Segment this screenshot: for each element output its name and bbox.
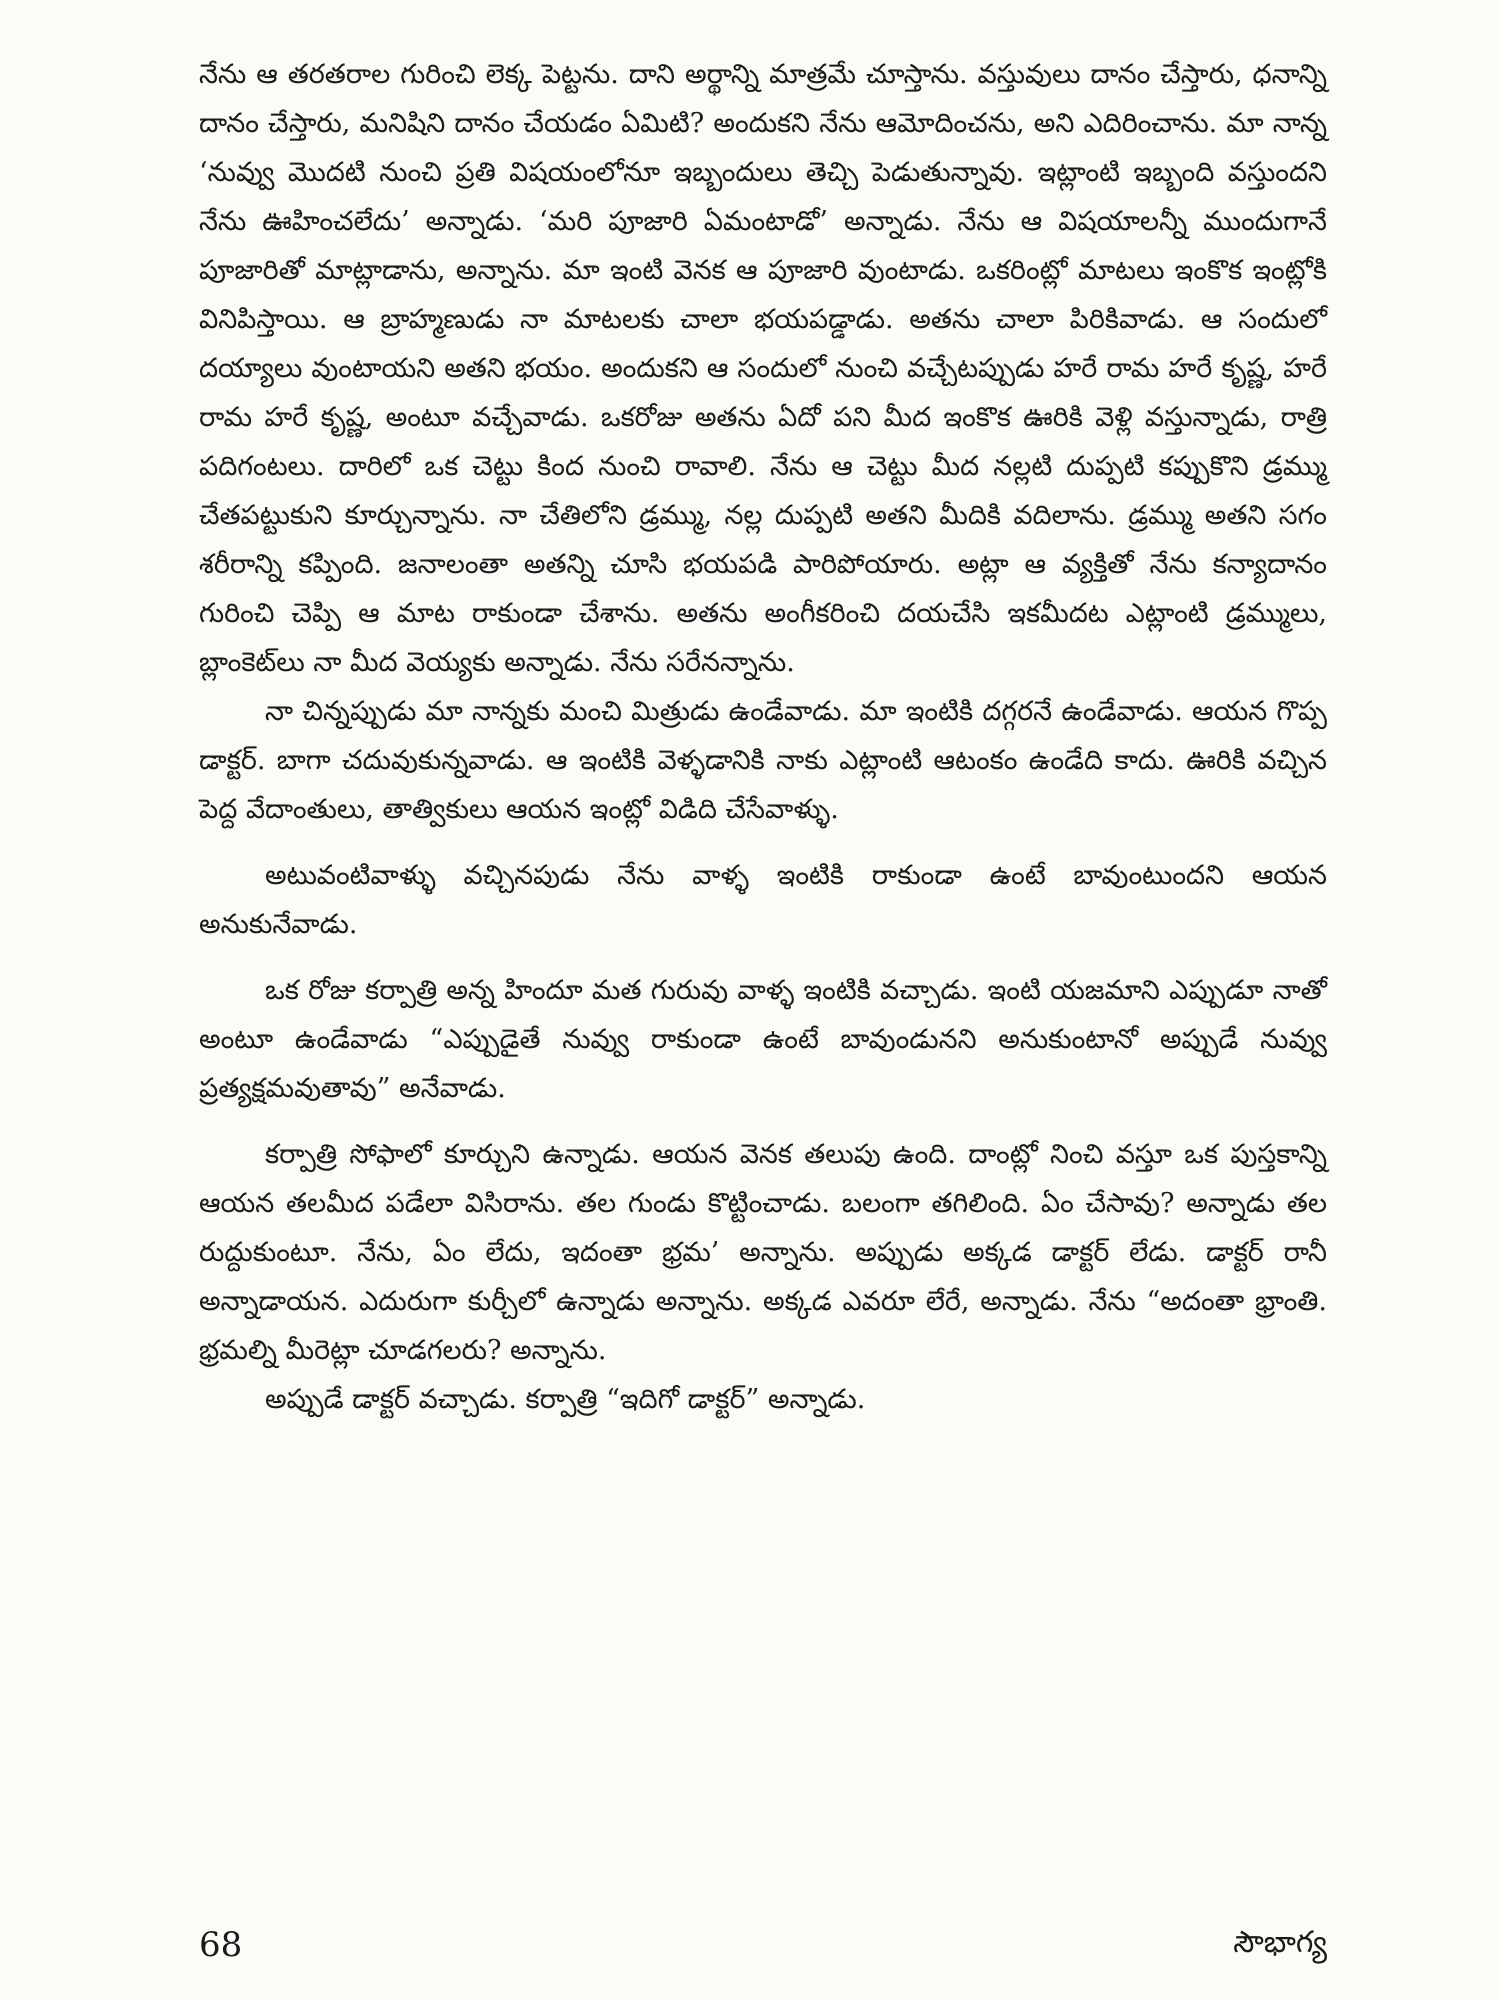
- paragraph: నా చిన్నప్పుడు మా నాన్నకు మంచి మిత్రుడు ఉండేవాడు. మా ఇంటికి దగ్గరనే ఉండేవాడు. ఆయన గొప్ప డాక్టర్. బాగా చదువుకున్నవాడు. ఆ ఇంటికి వెళ్ళడానికి నాకు ఎట్లాంటి ఆటంకం ఉండేది కాదు. ఊరికి వచ్చిన పెద్ద వేదాంతులు, తాత్వికులు ఆయన ఇంట్లో విడిది చేసేవాళ్ళు.: [199, 696, 1327, 825]
- page-number: 68: [199, 1925, 243, 1965]
- paragraph: అటువంటివాళ్ళు వచ్చినపుడు నేను వాళ్ళ ఇంటికి రాకుండా ఉంటే బావుంటుందని ఆయన అనుకునేవాడు.: [199, 860, 1327, 940]
- paragraph-gap: [199, 1113, 1327, 1130]
- running-footer-title: సౌభాగ్య: [1233, 1925, 1327, 1960]
- body-text: [199, 50, 1327, 1424]
- paragraph: అప్పుడే డాక్టర్ వచ్చాడు. కర్పాత్రి “ఇదిగో డాక్టర్” అన్నాడు.: [265, 1384, 866, 1415]
- paragraph: నేను ఆ తరతరాల గురించి లెక్క పెట్టను. దాని అర్థాన్ని మాత్రమే చూస్తాను. వస్తువులు దానం చేస్తారు, ధనాన్ని దానం చేస్తారు, మనిషిని దానం చేయడం ఏమిటి? అందుకని నేను ఆమోదించను, అని ఎదిరించాను. మా నాన్న ‘నువ్వు మొదటి నుంచి ప్రతి విషయంలోనూ ఇబ్బందులు తెచ్చి పెడుతున్నావు. ఇట్లాంటి ఇబ్బంది వస్తుందని నేను ఊహించలేదు’ అన్నాడు. ‘మరి పూజారి ఏమంటాడో’ అన్నాడు. నేను ఆ విషయాలన్నీ ముందుగానే పూజారితో మాట్లాడాను, అన్నాను. మా ఇంటి వెనక ఆ పూజారి వుంటాడు. ఒకరింట్లో మాటలు ఇంకొక ఇంట్లోకి వినిపిస్తాయి. ఆ బ్రాహ్మణుడు నా మాటలకు చాలా భయపడ్డాడు. అతను చాలా పిరికివాడు. ఆ సందులో దయ్యాలు వుంటాయని అతని భయం. అందుకని ఆ సందులో నుంచి వచ్చేటప్పుడు హరే రామ హరే కృష్ణ, హరే రామ హరే కృష్ణ, అంటూ వచ్చేవాడు. ఒకరోజు అతను ఏదో పని మీద ఇంకొక ఊరికి వెళ్లి వస్తున్నాడు, రాత్రి పదిగంటలు. దారిలో ఒక చెట్టు కింద నుంచి రావాలి. నేను ఆ చెట్టు మీద నల్లటి దుప్పటి కప్పుకొని డ్రమ్ము చేతపట్టుకుని కూర్చున్నాను. నా చేతిలోని డ్రమ్ము, నల్ల దుప్పటి అతని మీదికి వదిలాను. డ్రమ్ము అతని సగం శరీరాన్ని కప్పింది. జనాలంతా అతన్ని చూసి భయపడి పారిపోయారు. అట్లా ఆ వ్యక్తితో నేను కన్యాదానం గురించి చెప్పి ఆ మాట రాకుండా చేశాను. అతను అంగీకరించి దయచేసి ఇకమీదట ఎట్లాంటి డ్రమ్ములు, బ్లాంకెట్‌లు నా మీద వెయ్యకు అన్నాడు. నేను సరేనన్నాను.: [199, 59, 1327, 678]
- paragraph-gap: [199, 834, 1327, 851]
- paragraph-gap: [199, 949, 1327, 966]
- paragraph: కర్పాత్రి సోఫాలో కూర్చుని ఉన్నాడు. ఆయన వెనక తలుపు ఉంది. దాంట్లో నించి వస్తూ ఒక పుస్తకాన్ని ఆయన తలమీద పడేలా విసిరాను. తల గుండు కొట్టించాడు. బలంగా తగిలింది. ఏం చేసావు? అన్నాడు తల రుద్దుకుంటూ. నేను, ఏం లేదు, ఇదంతా భ్రమ’ అన్నాను. అప్పుడు అక్కడ డాక్టర్ లేడు. డాక్టర్ రానీ అన్నాడాయన. ఎదురుగా కుర్చీలో ఉన్నాడు అన్నాను. అక్కడ ఎవరూ లేరే, అన్నాడు. నేను “అదంతా భ్రాంతి. భ్రమల్ని మీరెట్లా చూడగలరు? అన్నాను.: [199, 1139, 1327, 1366]
- paragraph: ఒక రోజు కర్పాత్రి అన్న హిందూ మత గురువు వాళ్ళ ఇంటికి వచ్చాడు. ఇంటి యజమాని ఎప్పుడూ నాతో అంటూ ఉండేవాడు “ఎప్పుడైతే నువ్వు రాకుండా ఉంటే బావుండునని అనుకుంటానో అప్పుడే నువ్వు ప్రత్యక్షమవుతావు” అనేవాడు.: [199, 975, 1327, 1104]
